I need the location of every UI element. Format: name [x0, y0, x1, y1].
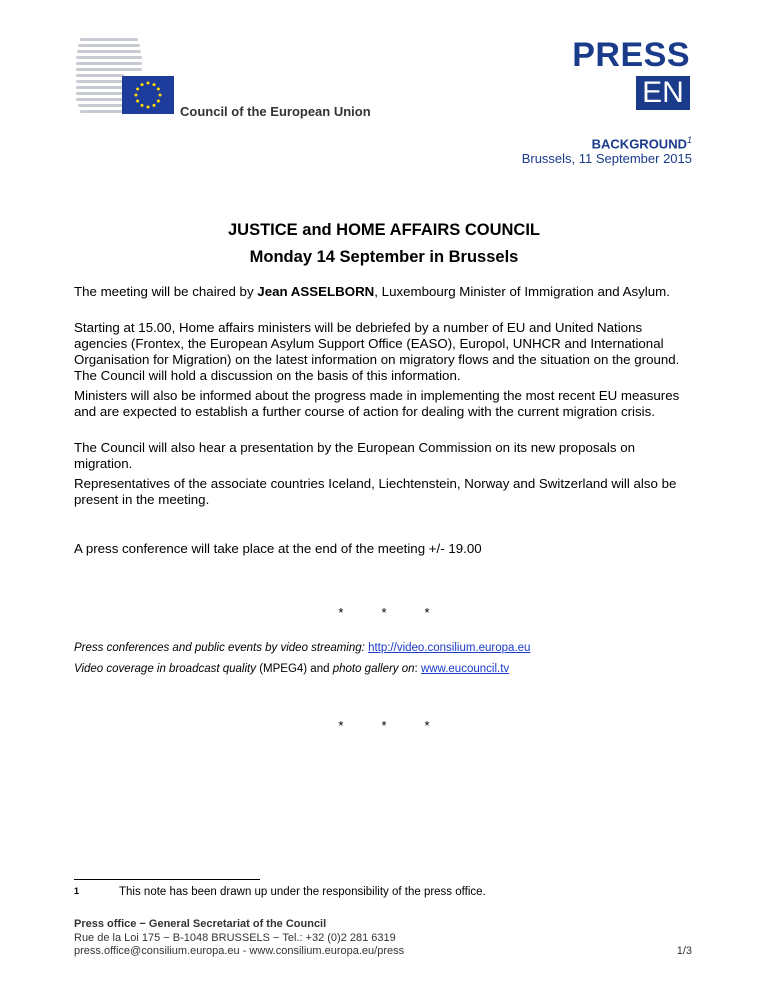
eu-star [153, 104, 156, 107]
footer-contact: press.office@consilium.europa.eu - www.consilium.europa.eu/press [74, 945, 405, 957]
document-type-label: BACKGROUND [591, 136, 687, 152]
eu-star [147, 82, 150, 85]
page-subtitle: Monday 14 September in Brussels [249, 248, 519, 266]
page-number: 1/3 [676, 945, 692, 957]
colon-text: : [414, 663, 421, 675]
footer-address: Rue de la Loi 175 − B-1048 BRUSSELS − Tel.: +32 (0)2 281 6319 [74, 932, 396, 944]
photo-gallery-label: photo gallery on [332, 663, 415, 675]
footnote-mark: 1 [74, 886, 80, 896]
page-title: JUSTICE and HOME AFFAIRS COUNCIL [228, 221, 540, 239]
video-streaming-label: Press conferences and public events by video streaming: [74, 642, 369, 654]
footer-office: Press office − General Secretariat of the Council [74, 918, 327, 930]
council-name: Council of the European Union [180, 104, 371, 119]
paragraph-associates: Representatives of the associate countries Iceland, Liechtenstein, Norway and Switzerland will also be present in the meeting. [74, 476, 677, 507]
paragraph-chair [74, 284, 692, 300]
document-type [592, 135, 692, 151]
council-logo [76, 38, 176, 120]
eu-star [153, 83, 156, 86]
paragraph-debrief: Starting at 15.00, Home affairs ministers will be debriefed by a number of EU and United Nations agencies (Frontex, the European Asylum Support Office (EASO), Europol, UNHCR and International Organisation for Migration) on the latest information on migratory flows and the situation on the ground. The Council will hold a discussion on the basis of this information. [74, 320, 680, 383]
eu-star [141, 104, 144, 107]
eu-star [141, 83, 144, 86]
separator-star: * [381, 605, 387, 620]
eu-star [159, 94, 162, 97]
eu-star [147, 106, 150, 109]
footnote-text: This note has been drawn up under the responsibility of the press office. [119, 886, 486, 898]
eu-star [136, 88, 139, 91]
video-coverage-line [74, 663, 509, 675]
separator-star: * [424, 605, 430, 620]
separator-stars [0, 718, 768, 733]
separator-star: * [338, 718, 344, 733]
eucouncil-tv-link[interactable]: www.eucouncil.tv [420, 663, 510, 675]
eu-star [135, 94, 138, 97]
eu-star [136, 100, 139, 103]
format-text: (MPEG4) and [256, 663, 333, 675]
paragraph-commission: The Council will also hear a presentation by the European Commission on its new proposals on migration. [74, 440, 635, 471]
eu-star [157, 88, 160, 91]
separator-star: * [381, 718, 387, 733]
separator-star: * [338, 605, 344, 620]
chair-name: Jean ASSELBORN [257, 284, 375, 299]
video-streaming-link[interactable]: http://video.consilium.europa.eu [368, 642, 531, 654]
dateline: Brussels, 11 September 2015 [521, 151, 692, 166]
press-label: PRESS [572, 36, 690, 74]
p1-post: , Luxembourg Minister of Immigration and Asylum. [374, 284, 670, 299]
broadcast-label: Video coverage in broadcast quality [74, 663, 256, 675]
language-badge: EN [636, 76, 690, 110]
eu-star [157, 100, 160, 103]
footnote-ref: 1 [686, 135, 692, 145]
paragraph-progress: Ministers will also be informed about the progress made in implementing the most recent EU measures and are expected to establish a further course of action for dealing with the current migration crisis. [74, 388, 680, 419]
separator-stars [0, 605, 768, 620]
video-streaming-line [74, 642, 530, 654]
separator-star: * [424, 718, 430, 733]
footnote-divider [74, 879, 260, 880]
paragraph-press-conference: A press conference will take place at the end of the meeting +/- 19.00 [74, 541, 482, 556]
p1-pre: The meeting will be chaired by [74, 284, 258, 299]
